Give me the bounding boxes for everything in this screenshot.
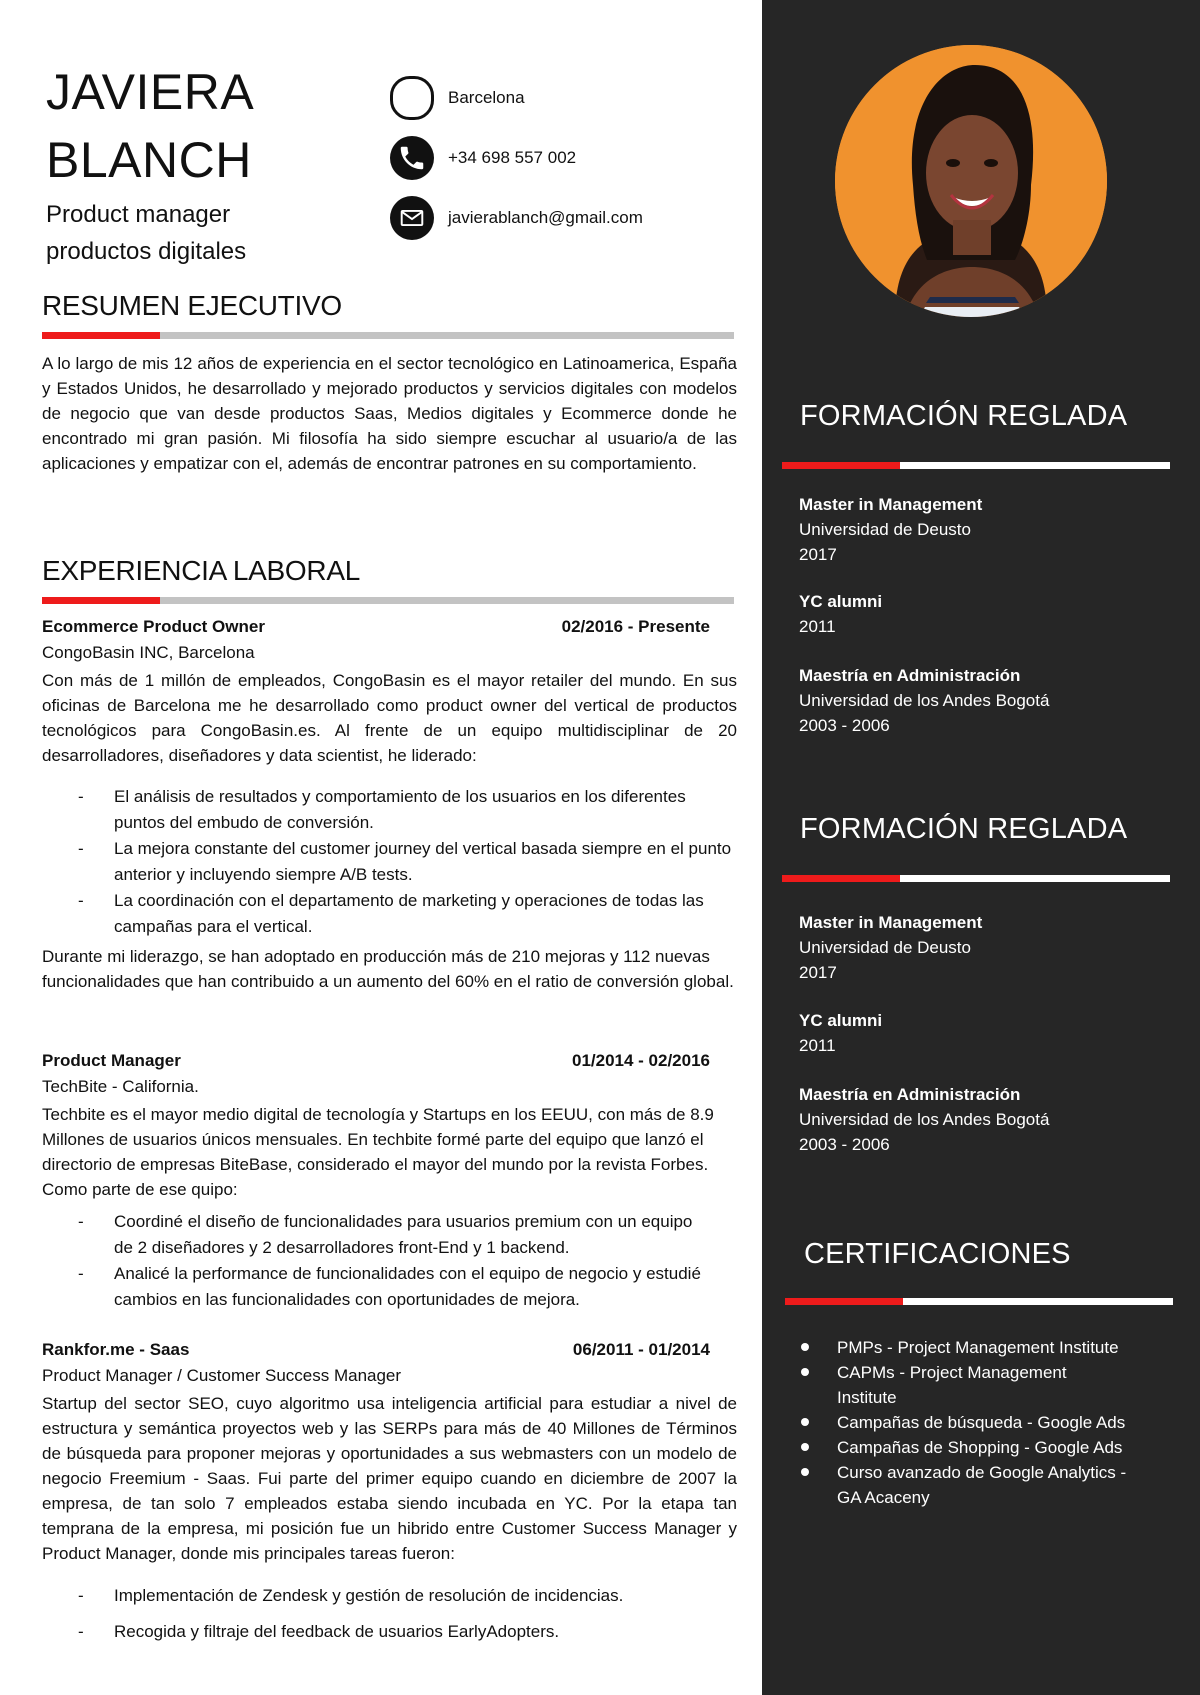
job-bullets	[42, 1209, 702, 1313]
education-item	[799, 910, 1159, 985]
list-item: - Implementación de Zendesk y gestión de resolución de incidencias.	[42, 1578, 740, 1614]
education-item	[799, 492, 1159, 567]
summary-divider-accent	[42, 332, 160, 339]
mail-icon	[390, 196, 434, 240]
job-header	[42, 1340, 710, 1360]
certifications-divider	[785, 1298, 1173, 1305]
contact-phone	[390, 136, 576, 180]
experience-divider-accent	[42, 597, 160, 604]
job-dates: 02/2016 - Presente	[561, 617, 710, 636]
education-year: 2011	[799, 617, 836, 636]
education-year: 2017	[799, 545, 837, 564]
phone-icon	[390, 136, 434, 180]
contact-phone-number[interactable]: +34 698 557 002	[448, 148, 577, 167]
candidate-name	[46, 58, 254, 194]
last-name: BLANCH	[46, 132, 252, 188]
list-item: - Analicé la performance de funcionalidades con el equipo de negocio y estudié cambios en las funcionalidades con oportunidades de mejora.	[42, 1261, 702, 1313]
profile-photo	[835, 45, 1107, 317]
education-year: 2003 - 2006	[799, 1135, 890, 1154]
summary-text: A lo largo de mis 12 años de experiencia en el sector tecnológico en Latinoamerica, España y Estados Unidos, he desarrollado y mejorado productos y servicios digitales con modelos de negocio que van desde productos Saas, Medios digitales y Ecommerce donde he encontrado mi gran pasión. Mi filosofía ha sido siempre escuchar al usuario/a de las aplicaciones y empatizar con el, además de encontrar patrones en su comportamiento.	[42, 354, 737, 473]
education-item	[799, 589, 1159, 639]
job-company: CongoBasin INC, Barcelona	[42, 643, 255, 662]
job-description: Con más de 1 millón de empleados, CongoBasin es el mayor retailer del mundo. En sus oficinas de Barcelona me he desarrollado como product owner del vertical de productos tecnológicos para CongoBasin.es. Al frente de un equipo multidisciplinar de 20 desarrolladores, diseñadores y data scientist, he liderado:	[42, 671, 737, 765]
job-company: Product Manager / Customer Success Manager	[42, 1366, 402, 1385]
contact-email-address[interactable]: javierablanch@gmail.com	[448, 208, 643, 227]
education-school: Universidad de Deusto	[799, 520, 971, 539]
location-icon	[390, 76, 434, 120]
certifications-title: CERTIFICACIONES	[804, 1238, 1071, 1270]
list-item: - La coordinación con el departamento de marketing y operaciones de todas las campañas para el vertical.	[42, 888, 740, 940]
certifications-list	[798, 1335, 1128, 1510]
education-degree: Maestría en Administración	[799, 666, 1021, 685]
education-title: FORMACIÓN REGLADA	[800, 813, 1128, 845]
job-description: Startup del sector SEO, cuyo algoritmo usa inteligencia artificial para estudiar a nivel de estructura y semántica proyectos web y las SERPs para más de 40 Millones de Términos de búsqueda para proponer mejoras y oportunidades a sus webmasters con un modelo de negocio Freemium - Saas. Fui parte del primer equipo cuando en diciembre de 2007 la empresa, de tan solo 7 empleados estaba siendo incubada en YC. Por la etapa tan temprana de la empresa, mi posición fue un hibrido entre Customer Success Manager y Product Manager, donde mis principales tareas fueron:	[42, 1394, 737, 1563]
job-company: TechBite - California.	[42, 1077, 199, 1096]
list-item: - El análisis de resultados y comportamiento de los usuarios en los diferentes puntos del embudo de conversión.	[42, 784, 740, 836]
education-school: Universidad de los Andes Bogotá	[799, 691, 1050, 710]
job-bullets	[42, 784, 740, 940]
contact-location	[390, 76, 525, 120]
education-degree: YC alumni	[799, 592, 883, 611]
list-item: CAPMs - Project Management Institute	[798, 1360, 1128, 1410]
experience-divider	[42, 597, 734, 604]
education-degree: Master in Management	[799, 495, 983, 514]
first-name: JAVIERA	[46, 64, 255, 120]
education-year: 2011	[799, 1036, 836, 1055]
list-item: Campañas de búsqueda - Google Ads	[798, 1410, 1128, 1435]
education-item	[799, 663, 1159, 738]
list-item: - Recogida y filtraje del feedback de usuarios EarlyAdopters.	[42, 1614, 740, 1650]
education-divider-accent	[782, 462, 900, 469]
role-line-1: Product manager	[46, 201, 231, 228]
list-item: - La mejora constante del customer journey del vertical basada siempre en el punto anterior y incluyendo siempre A/B tests.	[42, 836, 740, 888]
certifications-divider-accent	[785, 1298, 903, 1305]
list-item: PMPs - Project Management Institute	[798, 1335, 1128, 1360]
education-degree: YC alumni	[799, 1011, 883, 1030]
job-title	[46, 196, 246, 270]
education-divider-accent	[782, 875, 900, 882]
job-header	[42, 617, 710, 637]
job-position: Ecommerce Product Owner	[42, 617, 265, 636]
education-school: Universidad de los Andes Bogotá	[799, 1110, 1050, 1129]
education-item	[799, 1082, 1159, 1157]
education-divider	[782, 462, 1170, 469]
list-item: Curso avanzado de Google Analytics - GA Acaceny	[798, 1460, 1128, 1510]
role-line-2: productos digitales	[46, 238, 247, 265]
education-divider	[782, 875, 1170, 882]
education-degree: Master in Management	[799, 913, 983, 932]
education-title: FORMACIÓN REGLADA	[800, 400, 1128, 432]
education-item	[799, 1008, 1159, 1058]
job-description: Techbite es el mayor medio digital de tecnología y Startups en los EEUU, con más de 8.9 Millones de usuarios únicos mensuales. En techbite formé parte del equipo que lanzó el directorio de empresas BiteBase, considerado el mayor del mundo por la revista Forbes. Como parte de ese quipo:	[42, 1105, 714, 1199]
summary-title: RESUMEN EJECUTIVO	[42, 290, 342, 321]
contact-city: Barcelona	[448, 88, 525, 107]
job-position: Rankfor.me - Saas	[42, 1340, 190, 1359]
job-header	[42, 1051, 710, 1071]
list-item: Campañas de Shopping - Google Ads	[798, 1435, 1128, 1460]
education-year: 2017	[799, 963, 837, 982]
education-degree: Maestría en Administración	[799, 1085, 1021, 1104]
job-position: Product Manager	[42, 1051, 181, 1070]
education-year: 2003 - 2006	[799, 716, 890, 735]
job-closing: Durante mi liderazgo, se han adoptado en producción más de 210 mejoras y 112 nuevas funcionalidades que han contribuido a un aumento del 60% en el ratio de conversión global.	[42, 947, 734, 991]
job-dates: 06/2011 - 01/2014	[572, 1340, 710, 1359]
experience-title: EXPERIENCIA LABORAL	[42, 555, 360, 586]
list-item: - Coordiné el diseño de funcionalidades para usuarios premium con un equipo de 2 diseñadores y 2 desarrolladores front-End y 1 backend.	[42, 1209, 702, 1261]
education-school: Universidad de Deusto	[799, 938, 971, 957]
job-dates: 01/2014 - 02/2016	[571, 1051, 710, 1070]
summary-divider	[42, 332, 734, 339]
contact-email	[390, 196, 643, 240]
job-bullets	[42, 1578, 740, 1650]
